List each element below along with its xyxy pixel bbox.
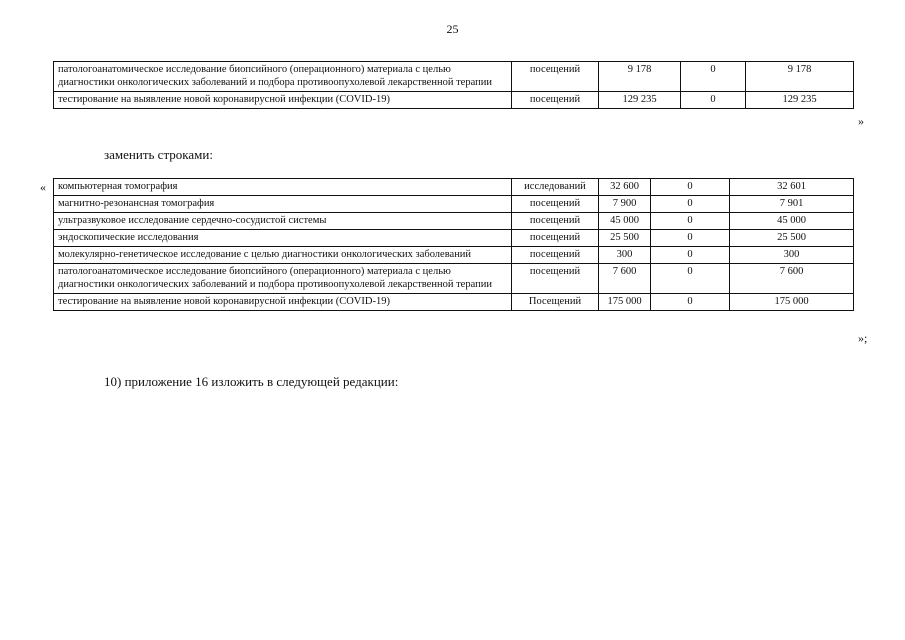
volume-cell: 7 900 bbox=[599, 196, 651, 213]
unit-cell: посещений bbox=[512, 247, 599, 264]
unit-cell: посещений bbox=[512, 230, 599, 247]
change-cell: 0 bbox=[681, 62, 746, 92]
change-cell: 0 bbox=[651, 196, 730, 213]
volume-cell: 129 235 bbox=[599, 92, 681, 109]
table-row bbox=[54, 230, 854, 247]
change-cell: 0 bbox=[651, 230, 730, 247]
change-cell: 0 bbox=[681, 92, 746, 109]
new-rows-table bbox=[53, 178, 854, 311]
table-row bbox=[54, 196, 854, 213]
change-cell: 0 bbox=[651, 247, 730, 264]
change-cell: 0 bbox=[651, 213, 730, 230]
volume-cell: 45 000 bbox=[599, 213, 651, 230]
table-row bbox=[54, 62, 854, 92]
service-name-cell: ультразвуковое исследование сердечно-сосудистой системы bbox=[54, 213, 512, 230]
opening-quote-new: « bbox=[40, 180, 46, 194]
service-name-cell: патологоанатомическое исследование биопсийного (операционного) материала с целью диагностики онкологических заболеваний и подбора противоопухолевой лекарственной терапии bbox=[54, 264, 512, 294]
unit-cell: посещений bbox=[512, 62, 599, 92]
volume-cell: 300 bbox=[599, 247, 651, 264]
paragraph-10: 10) приложение 16 изложить в следующей редакции: bbox=[104, 374, 399, 389]
new-rows-body bbox=[54, 179, 854, 311]
unit-cell: исследований bbox=[512, 179, 599, 196]
unit-cell: посещений bbox=[512, 213, 599, 230]
total-cell: 300 bbox=[730, 247, 854, 264]
service-name-cell: магнитно-резонансная томография bbox=[54, 196, 512, 213]
total-cell: 25 500 bbox=[730, 230, 854, 247]
unit-cell: посещений bbox=[512, 92, 599, 109]
unit-cell: посещений bbox=[512, 196, 599, 213]
total-cell: 129 235 bbox=[746, 92, 854, 109]
unit-cell: посещений bbox=[512, 264, 599, 294]
table-row bbox=[54, 213, 854, 230]
total-cell: 9 178 bbox=[746, 62, 854, 92]
service-name-cell: молекулярно-генетическое исследование с целью диагностики онкологических заболеваний bbox=[54, 247, 512, 264]
volume-cell: 25 500 bbox=[599, 230, 651, 247]
volume-cell: 9 178 bbox=[599, 62, 681, 92]
change-cell: 0 bbox=[651, 179, 730, 196]
volume-cell: 32 600 bbox=[599, 179, 651, 196]
total-cell: 45 000 bbox=[730, 213, 854, 230]
table-row bbox=[54, 247, 854, 264]
closing-quote-old: » bbox=[858, 114, 864, 128]
table-row bbox=[54, 92, 854, 109]
service-name-cell: компьютерная томография bbox=[54, 179, 512, 196]
table-row bbox=[54, 294, 854, 311]
total-cell: 7 600 bbox=[730, 264, 854, 294]
change-cell: 0 bbox=[651, 294, 730, 311]
page-number: 25 bbox=[446, 22, 459, 36]
service-name-cell: тестирование на выявление новой коронавирусной инфекции (COVID-19) bbox=[54, 294, 512, 311]
change-cell: 0 bbox=[651, 264, 730, 294]
service-name-cell: эндоскопические исследования bbox=[54, 230, 512, 247]
volume-cell: 175 000 bbox=[599, 294, 651, 311]
table-row bbox=[54, 179, 854, 196]
volume-cell: 7 600 bbox=[599, 264, 651, 294]
unit-cell: Посещений bbox=[512, 294, 599, 311]
old-rows-body bbox=[54, 62, 854, 109]
total-cell: 175 000 bbox=[730, 294, 854, 311]
service-name-cell: патологоанатомическое исследование биопсийного (операционного) материала с целью диагностики онкологических заболеваний и подбора противоопухолевой лекарственной терапии bbox=[54, 62, 512, 92]
total-cell: 32 601 bbox=[730, 179, 854, 196]
total-cell: 7 901 bbox=[730, 196, 854, 213]
closing-quote-new: »; bbox=[858, 331, 868, 345]
old-rows-table bbox=[53, 61, 854, 109]
service-name-cell: тестирование на выявление новой коронавирусной инфекции (COVID-19) bbox=[54, 92, 512, 109]
replace-with-rows-text: заменить строками: bbox=[104, 147, 213, 162]
table-row bbox=[54, 264, 854, 294]
